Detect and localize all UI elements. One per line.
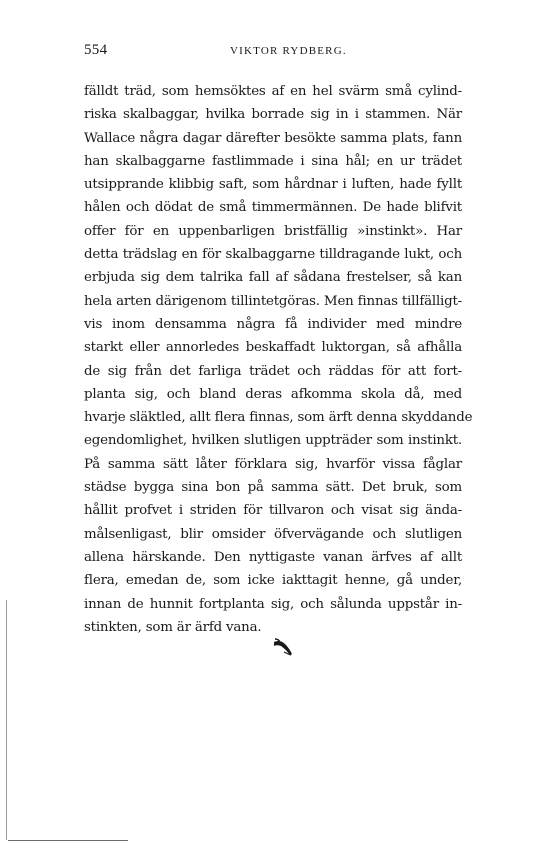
text-line: detta trädslag en för skalbaggarne tilldragande lukt, och — [84, 247, 462, 263]
text-line: hela arten därigenom tillintetgöras. Men finnas tillfälligt- — [84, 293, 462, 309]
text-line: egendomlighet, hvilken slutligen uppträder som instinkt. — [84, 433, 462, 449]
text-line: offer för en uppenbarligen bristfällig »instinkt». Har — [84, 223, 462, 239]
scan-edge-line — [6, 600, 7, 840]
text-line: de sig från det farliga trädet och räddas för att fort- — [84, 363, 462, 379]
text-line: städse bygga sina bon på samma sätt. Det bruk, som — [84, 480, 462, 496]
text-line: fälldt träd, som hemsöktes af en hel svärm små cylind- — [84, 84, 462, 99]
scan-edge-line — [8, 840, 128, 841]
text-line-last: stinkten, som är ärfd vana. — [84, 619, 262, 635]
text-line: hvarje släktled, allt flera finnas, som ärft denna skyddande — [84, 410, 473, 426]
page-number: 554 — [84, 42, 108, 58]
running-head: VIKTOR RYDBERG. — [230, 45, 347, 57]
body-text — [84, 80, 473, 639]
text-line: allena härskande. Den nyttigaste vanan ärfves af allt — [84, 549, 462, 565]
text-line: utsipprande klibbig saft, som hårdnar i luften, hade fyllt — [84, 177, 462, 193]
text-line: vis inom densamma några få individer med mindre — [84, 316, 462, 332]
text-line: Wallace några dagar därefter besökte samma plats, fann — [84, 130, 462, 146]
text-line: planta sig, och bland deras afkomma skola då, med — [84, 386, 462, 402]
text-line: flera, emedan de, som icke iakttagit henne, gå under, — [84, 573, 462, 589]
text-line: hållit profvet i striden för tillvaron och visat sig ända- — [84, 503, 462, 519]
text-line: hålen och dödat de små timmermännen. De hade blifvit — [84, 200, 462, 216]
text-line: starkt eller annorledes beskaffadt luktorgan, så afhålla — [84, 340, 462, 356]
page-header — [84, 42, 464, 62]
text-line: han skalbaggarne fastlimmade i sina hål; en ur trädet — [84, 153, 462, 169]
text-line: erbjuda sig dem talrika fall af sådana frestelser, så kan — [84, 270, 462, 286]
text-line: målsenligast, blir omsider öfvervägande och slutligen — [84, 526, 462, 542]
text-line: På samma sätt låter förklara sig, hvarför vissa fåglar — [84, 456, 462, 472]
text-line: riska skalbaggar, hvilka borrade sig in i stammen. När — [84, 107, 462, 123]
text-line: innan de hunnit fortplanta sig, och sålunda uppstår in- — [84, 596, 462, 612]
leaf-tailpiece-icon — [272, 636, 294, 658]
